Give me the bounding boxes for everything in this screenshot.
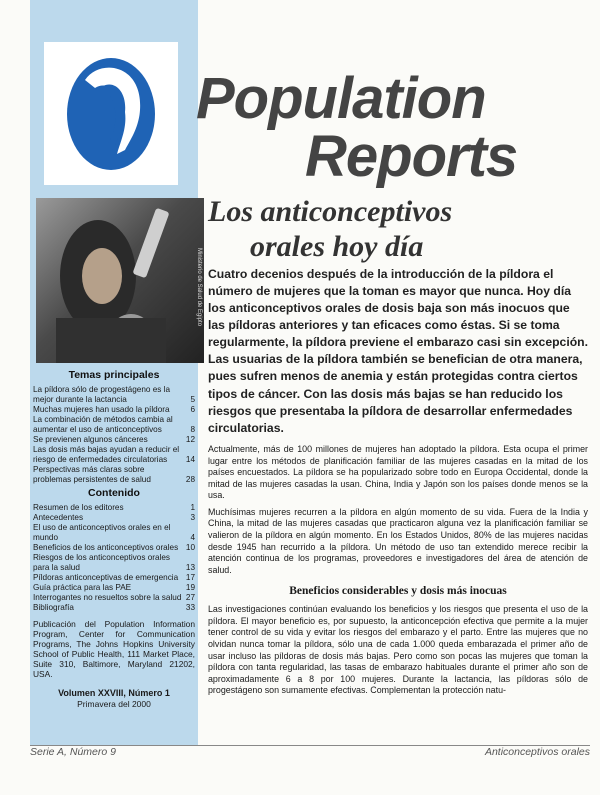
toc-item <box>33 603 195 613</box>
article-body <box>208 444 588 702</box>
toc-item-page: 6 <box>190 404 195 414</box>
toc-item-page: 1 <box>190 502 195 512</box>
photo-credit: Ministerio de Salud de Egipto <box>196 248 202 327</box>
contents-heading: Contenido <box>88 486 140 499</box>
body-paragraph: Las investigaciones continúan evaluando los beneficios y los riesgos que presenta el uso de la píldora. El mayor beneficio es, por supuesto, la anticoncepción efectiva que permite a la mujer tener control de su vida y evitar los riesgos del embarazo y el parto. Entre las mujeres que no olvidan nunca tomar la píldora, sólo una de cada 1.000 queda embarazada el primer año de usar incluso las píldoras de dosis más bajas. Pero como son pocas las mujeres que toman la píldora con tanta regularidad, las tasas de embarazo habituales durante el primer año son de aproximadamente 6 a 8 por 100 mujeres. Durante la lactancia, las píldoras sólo de progestágeno son sumamente efectivas. Complementan la protección natu- <box>208 604 588 696</box>
toc-item-page: 27 <box>185 592 195 602</box>
article-title-line-2: orales hoy día <box>250 230 424 263</box>
lead-paragraph: Cuatro decenios después de la introducción de la píldora el número de mujeres que la toman es mayor que nunca. Hoy día los anticonceptivos orales de dosis baja son más inocuos que las píldoras anteriores y tan eficaces como éstas. Si se toma regularmente, la píldora previene el embarazo casi sin excepción. Las usuarias de la píldora también se benefician de otra manera, pues sufren menos de anemia y están protegidas contra ciertos tipos de cáncer. Con las dosis más bajas se han reducido los riesgos que presentaba la píldora de desarrollar enfermedades circulatorias. <box>208 267 588 435</box>
logo <box>44 42 178 185</box>
toc-item-text: Interrogantes no resueltos sobre la salud <box>33 592 182 602</box>
profile-logo-icon <box>55 50 167 178</box>
toc-item <box>33 415 195 435</box>
toc-item-page: 28 <box>185 474 195 484</box>
toc-item <box>33 593 195 603</box>
toc-item-text: Píldoras anticonceptivas de emergencia <box>33 572 179 582</box>
woman-with-pills-icon <box>36 198 204 363</box>
toc-item-text: Perspectivas más claras sobre problemas persistentes de salud <box>33 464 151 484</box>
page-footer <box>30 746 590 760</box>
toc-item-text: La píldora sólo de progestágeno es la mejor durante la lactancia <box>33 384 171 404</box>
toc-item-text: Bibliografía <box>33 602 74 612</box>
toc-item-text: Riesgos de los anticonceptivos orales para la salud <box>33 552 170 572</box>
issue-date: Primavera del 2000 <box>77 699 151 710</box>
toc-item-text: Las dosis más bajas ayudan a reducir el riesgo de enfermedades circulatorias <box>33 444 180 464</box>
body-paragraph: Actualmente, más de 100 millones de mujeres han adoptado la píldora. Esta ocupa el primer lugar entre los métodos de planificación familiar de las mujeres casadas en la mitad de los países encuestados. La píldora se ha popularizado sobre todo en Europa Occidental, donde la mitad de las mujeres casadas la usan. China, India y Japón son los países donde menos se la usa. <box>208 444 588 501</box>
toc-item-page: 17 <box>185 572 195 582</box>
toc-item-page: 3 <box>190 512 195 522</box>
toc-item-text: Beneficios de los anticonceptivos orales <box>33 542 179 552</box>
toc-item <box>33 503 195 513</box>
toc-item <box>33 573 195 583</box>
toc-item <box>33 513 195 523</box>
toc-item-text: Resumen de los editores <box>33 502 124 512</box>
toc-item <box>33 385 195 405</box>
toc-item-text: Se previenen algunos cánceres <box>33 434 148 444</box>
toc-item-page: 5 <box>190 394 195 404</box>
toc-item <box>33 583 195 593</box>
footer-topic: Anticonceptivos orales <box>484 746 590 758</box>
footer-series: Serie A, Número 9 <box>30 746 116 758</box>
toc-item-page: 33 <box>185 602 195 612</box>
article-title-line-1: Los anticonceptivos <box>208 195 453 228</box>
brand-line-1: Population <box>196 66 486 131</box>
toc-item <box>33 523 195 543</box>
toc-item <box>33 445 195 465</box>
toc-item-text: Antecedentes <box>33 512 84 522</box>
brand-line-2: Reports <box>305 124 518 189</box>
toc-item-text: Guía práctica para las PAE <box>33 582 132 592</box>
toc-item-page: 8 <box>190 424 195 434</box>
sidebar-contents <box>33 367 195 709</box>
toc-item-page: 4 <box>190 532 195 542</box>
toc-item <box>33 543 195 553</box>
toc-item-page: 13 <box>185 562 195 572</box>
toc-item-page: 19 <box>185 582 195 592</box>
highlights-heading: Temas principales <box>68 369 160 381</box>
toc-item <box>33 465 195 485</box>
highlights-list <box>33 385 195 485</box>
contents-list <box>33 503 195 613</box>
toc-item-page: 10 <box>185 542 195 552</box>
toc-item <box>33 435 195 445</box>
toc-item-page: 12 <box>185 434 195 444</box>
section-heading: Beneficios considerables y dosis más inocuas <box>289 585 507 598</box>
toc-item-page: 14 <box>185 454 195 464</box>
toc-item <box>33 405 195 415</box>
body-paragraph: Muchísimas mujeres recurren a la píldora en algún momento de su vida. Fuera de la India y China, la mitad de las mujeres casadas que practicaron alguna vez la planificación familiar se valieron de la píldora en algún momento. En los Estados Unidos, 80% de las mujeres nacidas desde 1945 han recurrido a la píldora. Un método de uso tan extendido merece recibir la atención continua de los programas, proveedores e investigadores del área de atención de salud. <box>208 506 588 575</box>
publication-info: Publicación del Population Information Program, Center for Communication Programs, The Johns Hopkins University School of Public Health, 111 Market Place, Suite 310, Baltimore, Maryland 21202, USA. <box>33 618 195 679</box>
toc-item-text: Muchas mujeres han usado la píldora <box>33 404 170 414</box>
volume-number: Volumen XXVIII, Número 1 <box>58 688 170 699</box>
cover-photo <box>36 198 204 363</box>
toc-item-text: La combinación de métodos cambia al aumentar el uso de anticonceptivos <box>33 414 173 434</box>
toc-item <box>33 553 195 573</box>
toc-item-text: El uso de anticonceptivos orales en el mundo <box>33 522 171 542</box>
